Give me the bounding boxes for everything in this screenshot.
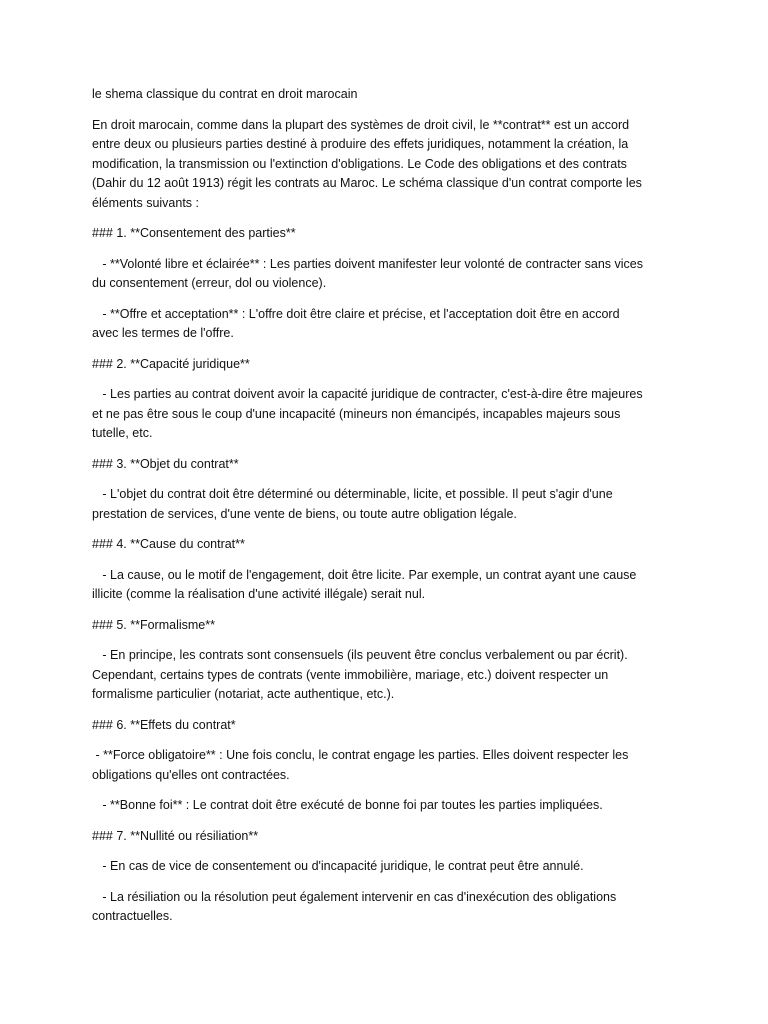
section-heading [92,535,692,555]
text-line: En droit marocain, comme dans la plupart des systèmes de droit civil, le **contrat** est un accord [92,117,630,132]
document-body [92,85,692,938]
text-line: tutelle, etc. [92,426,153,440]
paragraph [92,857,692,877]
text-line: contractuelles. [92,909,173,923]
paragraph [92,485,692,524]
text-line: ### 1. **Consentement des parties** [92,226,296,240]
text-line: - Les parties au contrat doivent avoir la capacité juridique de contracter, c'est-à-dire être majeures [92,387,643,401]
paragraph [92,646,692,705]
text-line: ### 6. **Effets du contrat* [92,717,236,732]
paragraph [92,566,692,605]
section-heading [92,224,692,244]
text-line: - **Force obligatoire** : Une fois conclu, le contrat engage les parties. Elles doivent respecter les [92,748,629,762]
text-line: éléments suivants : [92,195,199,210]
text-line: ### 3. **Objet du contrat** [92,456,239,471]
text-line: illicite (comme la réalisation d'une activité illégale) serait nul. [92,587,426,601]
text-line: ### 7. **Nullité ou résiliation** [92,828,259,843]
text-line: - La cause, ou le motif de l'engagement, doit être licite. Par exemple, un contrat ayant une cause [92,567,637,582]
paragraph [92,116,692,214]
text-line: Cependant, certains types de contrats (vente immobilière, mariage, etc.) doivent respecter un [92,667,609,682]
document-title: le shema classique du contrat en droit marocain [92,87,358,101]
text-line: obligations qu'elles ont contractées. [92,767,290,782]
text-line: - En principe, les contrats sont consensuels (ils peuvent être conclus verbalement ou par écrit). [92,648,628,662]
text-line: - **Volonté libre et éclairée** : Les parties doivent manifester leur volonté de contracter sans vices [92,256,643,271]
text-line: prestation de services, d'une vente de biens, ou toute autre obligation légale. [92,506,517,521]
text-line: formalisme particulier (notariat, acte authentique, etc.). [92,687,395,701]
text-line: avec les termes de l'offre. [92,326,234,340]
text-line: du consentement (erreur, dol ou violence). [92,276,327,290]
text-line: - **Offre et acceptation** : L'offre doit être claire et précise, et l'acceptation doit être en accord [92,306,620,321]
text-line: entre deux ou plusieurs parties destiné à produire des effets juridiques, notamment la création, la [92,137,629,151]
text-line: - L'objet du contrat doit être déterminé ou déterminable, licite, et possible. Il peut s'agir d'une [92,487,613,501]
paragraph [92,305,692,344]
text-line: - La résiliation ou la résolution peut également intervenir en cas d'inexécution des obligations [92,889,617,904]
text-line: ### 5. **Formalisme** [92,617,215,632]
paragraph [92,746,692,785]
text-line: ### 4. **Cause du contrat** [92,537,245,551]
text-line: - En cas de vice de consentement ou d'incapacité juridique, le contrat peut être annulé. [92,859,584,873]
section-heading [92,355,692,375]
text-line: et ne pas être sous le coup d'une incapacité (mineurs non émancipés, incapables majeurs sous [92,406,621,421]
text-line: ### 2. **Capacité juridique** [92,356,250,371]
text-line: - **Bonne foi** : Le contrat doit être exécuté de bonne foi par toutes les parties impliquées. [92,798,603,812]
paragraph [92,796,692,816]
section-heading [92,616,692,636]
section-heading [92,716,692,736]
paragraph-list [92,116,692,927]
section-heading [92,455,692,475]
paragraph [92,888,692,927]
section-heading [92,827,692,847]
text-line: modification, la transmission ou l'extinction d'obligations. Le Code des obligations et des contrats [92,156,627,171]
text-line: (Dahir du 12 août 1913) régit les contrats au Maroc. Le schéma classique d'un contrat comporte les [92,176,642,190]
paragraph [92,255,692,294]
paragraph [92,385,692,444]
